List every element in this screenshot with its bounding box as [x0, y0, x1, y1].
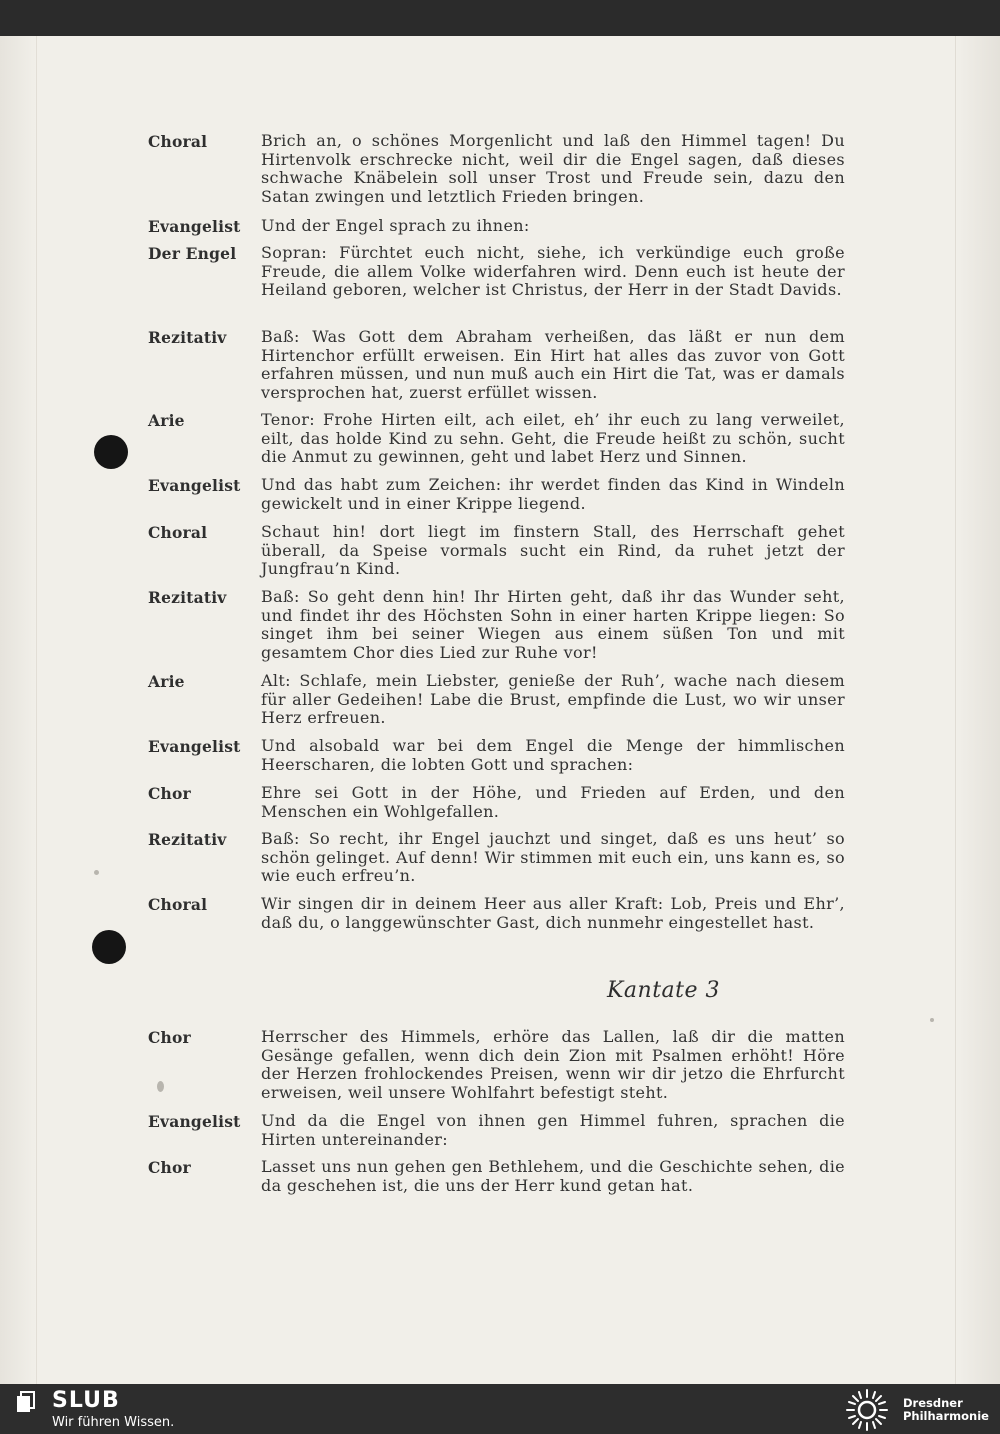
entry-role: Evangelist: [148, 737, 241, 756]
entry-text: Baß: Was Gott dem Abraham verheißen, das läßt er nun dem Hirtenchor erfüllt erweisen. Ein Hirt hat alles das zuvor von Gott erfahren müssen, und nun muß auch ein Hirt die Tat, was er damals versprochen hat, zuerst erfüllet wissen.: [261, 327, 845, 402]
libretto-entry: [148, 830, 848, 886]
libretto-entry: [148, 523, 848, 579]
libretto-entry: [148, 1158, 848, 1195]
library-tagline: Wir führen Wissen.: [52, 1415, 175, 1430]
entry-text: Und der Engel sprach zu ihnen:: [261, 216, 530, 235]
entry-text: Und alsobald war bei dem Engel die Menge der himmlischen Heerscharen, die lobten Gott und sprachen:: [261, 736, 845, 774]
entry-role: Chor: [148, 784, 191, 803]
entry-role: Chor: [148, 1158, 191, 1177]
libretto-entry: [148, 784, 848, 821]
partner-name-line1: Dresdner: [903, 1396, 963, 1410]
entry-role: Evangelist: [148, 476, 241, 495]
entry-role: Arie: [148, 411, 185, 430]
entry-text: Und das habt zum Zeichen: ihr werdet finden das Kind in Windeln gewickelt und in einer Krippe liegend.: [261, 475, 845, 513]
libretto-entry: [148, 1028, 848, 1102]
entry-text: Baß: So recht, ihr Engel jauchzt und singet, daß es uns heut’ so schön gelinget. Auf denn! Wir stimmen mit euch ein, uns kann es, so wie euch erfreu’n.: [261, 829, 845, 886]
entry-text: Ehre sei Gott in der Höhe, und Frieden auf Erden, und den Menschen ein Wohlgefallen.: [261, 783, 845, 821]
entry-role: Rezitativ: [148, 830, 227, 849]
libretto-entry: [148, 895, 848, 932]
page-fold-right: [955, 36, 1000, 1384]
entry-text: Baß: So geht denn hin! Ihr Hirten geht, daß ihr das Wunder seht, und findet ihr des Höchsten Sohn in einer harten Krippe liegen: So singet ihm bei seiner Wiegen aus einem süßen Ton und mit gesamtem Chor dies Lied zur Ruhe vor!: [261, 587, 845, 662]
footer-bar: [0, 1384, 1000, 1434]
libretto-entry: [148, 217, 848, 236]
viewer-top-bar: [0, 0, 1000, 36]
entry-role: Choral: [148, 895, 208, 914]
entry-role: Evangelist: [148, 1112, 241, 1131]
entry-text: Lasset uns nun gehen gen Bethlehem, und die Geschichte sehen, die da geschehen ist, die uns der Herr kund getan hat.: [261, 1157, 845, 1195]
entry-role: Evangelist: [148, 217, 241, 236]
libretto-entry: [148, 1112, 848, 1149]
partner-name-line2: Philharmonie: [903, 1409, 989, 1423]
entry-role: Chor: [148, 1028, 191, 1047]
entry-text: Alt: Schlafe, mein Liebster, genieße der Ruh’, wache nach diesem für aller Gedeihen! Labe die Brust, empfinde die Lust, wo wir unser Herz erfreuen.: [261, 671, 845, 728]
entry-text: Brich an, o schönes Morgenlicht und laß den Himmel tagen! Du Hirtenvolk erschrecke nicht, weil dir die Engel sagen, daß dieses schwache Knäbelein soll unser Trost und Freude sein, dazu den Satan zwingen und letztlich Frieden bringen.: [261, 131, 845, 206]
philharmonie-logo-icon: [843, 1387, 891, 1433]
library-name[interactable]: SLUB: [52, 1388, 120, 1413]
entry-text: Tenor: Frohe Hirten eilt, ach eilet, eh’ ihr euch zu lang verweilet, eilt, das holde Kind zu sehn. Geht, die Freude heißt zu schön, sucht die Anmut zu gewinnen, geht und labet Herz und Sinnen.: [261, 410, 845, 467]
page-fold-left: [0, 36, 37, 1384]
libretto-entry: [148, 476, 848, 513]
document-page: [0, 36, 1000, 1384]
entry-role: Arie: [148, 672, 185, 691]
kantate-heading: Kantate 3: [607, 978, 721, 1003]
entry-text: Sopran: Fürchtet euch nicht, siehe, ich verkündige euch große Freude, die allem Volke widerfahren wird. Denn euch ist heute der Heiland geboren, welcher ist Christus, der Herr in der Stadt Davids.: [261, 243, 845, 300]
paper-speck: [94, 870, 99, 875]
entry-text: Wir singen dir in deinem Heer aus aller Kraft: Lob, Preis und Ehr’, daß du, o langgewünschter Gast, dich nunmehr eingestellet hast.: [261, 894, 845, 932]
entry-role: Rezitativ: [148, 328, 227, 347]
entry-role: Choral: [148, 132, 208, 151]
punch-hole-upper: [94, 435, 128, 469]
entry-text: Herrscher des Himmels, erhöre das Lallen, laß dir die matten Gesänge gefallen, wenn dich dein Zion mit Psalmen erhöht! Höre der Herzen frohlockendes Preisen, wenn wir dir jetzo die Ehrfurcht erweisen, weil unsere Wohlfahrt befestigt steht.: [261, 1027, 845, 1102]
punch-hole-lower: [92, 930, 126, 964]
paper-speck: [930, 1018, 934, 1022]
libretto-entry: [148, 244, 848, 300]
libretto-entry: [148, 672, 848, 728]
entry-role: Der Engel: [148, 244, 237, 263]
entry-text: Schaut hin! dort liegt im finstern Stall, des Herrschaft gehet überall, da Speise vormals sucht ein Rind, da ruhet jetzt der Jungfrau’n Kind.: [261, 522, 845, 579]
libretto-entry: [148, 132, 848, 206]
slub-logo-icon: [13, 1390, 37, 1414]
libretto-entry: [148, 588, 848, 662]
libretto-entry: [148, 411, 848, 467]
partner-name[interactable]: [903, 1397, 989, 1423]
entry-role: Rezitativ: [148, 588, 227, 607]
entry-role: Choral: [148, 523, 208, 542]
entry-text: Und da die Engel von ihnen gen Himmel fuhren, sprachen die Hirten untereinander:: [261, 1111, 845, 1149]
libretto-entry: [148, 737, 848, 774]
libretto-entry: [148, 328, 848, 402]
